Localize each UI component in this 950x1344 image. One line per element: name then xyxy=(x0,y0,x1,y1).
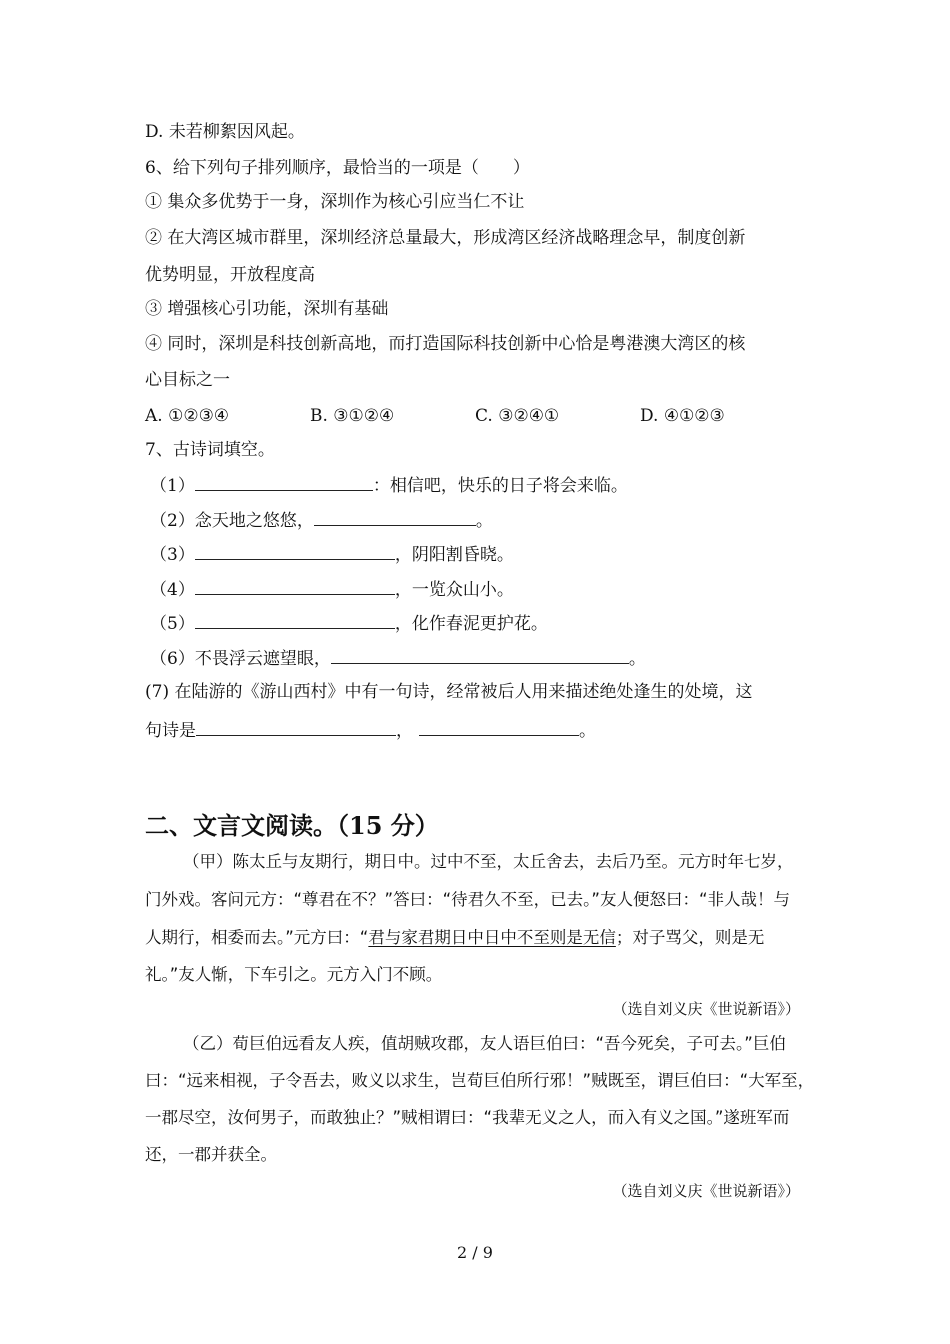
q7-item-2-prefix: （2）念天地之悠悠， xyxy=(150,511,314,531)
source-yi: （选自刘义庆《世说新语》） xyxy=(612,1182,800,1200)
q6-sentence-4a: ④ 同时，深圳是科技创新高地，而打造国际科技创新中心恰是粤港澳大湾区的核 xyxy=(145,334,746,354)
q7-item-1-suffix: ：相信吧，快乐的日子将会来临。 xyxy=(372,476,628,496)
q7-item-7b xyxy=(145,718,596,743)
q7-item-5-blank[interactable] xyxy=(195,611,395,629)
yi-line-2: 曰：“远来相视，子令吾去，败义以求生，岂荀巨伯所行邪！”贼既至，谓巨伯曰：“大军至， xyxy=(145,1071,815,1090)
q7-item-6-suffix: 。 xyxy=(628,649,646,669)
q6-option-c: C. ③②④① xyxy=(475,406,560,426)
jia-line-3 xyxy=(145,926,764,950)
q7-item-1-prefix: （1） xyxy=(150,476,195,496)
q7-item-7-blank-2[interactable] xyxy=(419,718,579,736)
jia-line-3-end: ；对子骂父，则是无 xyxy=(615,928,765,947)
q6-sentence-2b: 优势明显，开放程度高 xyxy=(145,265,315,285)
q7-stem: 7、古诗词填空。 xyxy=(145,440,275,460)
page-number: 2 / 9 xyxy=(457,1243,493,1262)
q7-item-3 xyxy=(150,542,514,567)
q6-sentence-4b: 心目标之一 xyxy=(145,370,230,390)
q7-item-3-suffix: ，阴阳割昏晓。 xyxy=(394,545,514,565)
q7-item-5-prefix: （5） xyxy=(150,614,195,634)
q6-sentence-3: ③ 增强核心引功能，深圳有基础 xyxy=(145,299,389,319)
q7-item-5 xyxy=(150,611,548,636)
q7-item-6 xyxy=(150,646,646,671)
q5-option-d: D. 未若柳絮因风起。 xyxy=(145,122,305,142)
yi-line-4: 还，一郡并获全。 xyxy=(145,1145,277,1164)
q6-sentence-1: ① 集众多优势于一身，深圳作为核心引应当仁不让 xyxy=(145,192,525,212)
jia-line-3-start: 人期行，相委而去。”元方曰：“ xyxy=(145,928,369,947)
q7-item-2-suffix: 。 xyxy=(475,511,493,531)
q7-item-4 xyxy=(150,577,514,602)
jia-line-2: 门外戏。客问元方：“尊君在不？”答曰：“待君久不至，已去。”友人便怒曰：“非人哉！与 xyxy=(145,890,790,909)
q7-item-1-blank[interactable] xyxy=(195,473,373,491)
q7-item-2-blank[interactable] xyxy=(314,508,476,526)
section-2-title: 二、文言文阅读。（15 分） xyxy=(145,811,439,840)
jia-line-4: 礼。”友人惭，下车引之。元方入门不顾。 xyxy=(145,965,443,984)
q6-option-d: D. ④①②③ xyxy=(640,406,725,426)
q7-item-3-blank[interactable] xyxy=(195,542,395,560)
q7-item-7-blank-1[interactable] xyxy=(196,718,396,736)
q7-item-7a: (7) 在陆游的《游山西村》中有一句诗，经常被后人用来描述绝处逢生的处境，这 xyxy=(145,682,753,702)
q7-item-4-suffix: ，一览众山小。 xyxy=(394,580,514,600)
jia-underlined-sentence: 君与家君期日中日中不至则是无信 xyxy=(368,928,616,947)
q7-item-3-prefix: （3） xyxy=(150,545,195,565)
q7-item-7-end: 。 xyxy=(579,721,596,741)
jia-line-1: （甲）陈太丘与友期行，期日中。过中不至，太丘舍去，去后乃至。元方时年七岁， xyxy=(183,852,794,871)
yi-line-3: 一郡尽空，汝何男子，而敢独止？”贼相谓曰：“我辈无义之人，而入有义之国。”遂班军而 xyxy=(145,1108,790,1127)
source-jia: （选自刘义庆《世说新语》） xyxy=(612,1000,800,1018)
q7-item-7-sep: ， xyxy=(396,721,413,741)
yi-line-1: （乙）荀巨伯远看友人疾，值胡贼攻郡，友人语巨伯曰：“吾今死矣，子可去。”巨伯 xyxy=(183,1034,786,1053)
q7-item-2 xyxy=(150,508,493,533)
q7-item-4-blank[interactable] xyxy=(195,577,395,595)
q6-option-b: B. ③①②④ xyxy=(310,406,395,426)
q6-option-a: A. ①②③④ xyxy=(145,406,230,426)
q7-item-7-prefix: 句诗是 xyxy=(145,721,196,741)
q7-item-6-prefix: （6）不畏浮云遮望眼， xyxy=(150,649,331,669)
q6-sentence-2a: ② 在大湾区城市群里，深圳经济总量最大，形成湾区经济战略理念早，制度创新 xyxy=(145,228,746,248)
q7-item-6-blank[interactable] xyxy=(331,646,629,664)
q7-item-5-suffix: ，化作春泥更护花。 xyxy=(394,614,548,634)
q7-item-1 xyxy=(150,473,628,498)
q7-item-4-prefix: （4） xyxy=(150,580,195,600)
q6-stem: 6、给下列句子排列顺序，最恰当的一项是（ ） xyxy=(145,158,530,178)
